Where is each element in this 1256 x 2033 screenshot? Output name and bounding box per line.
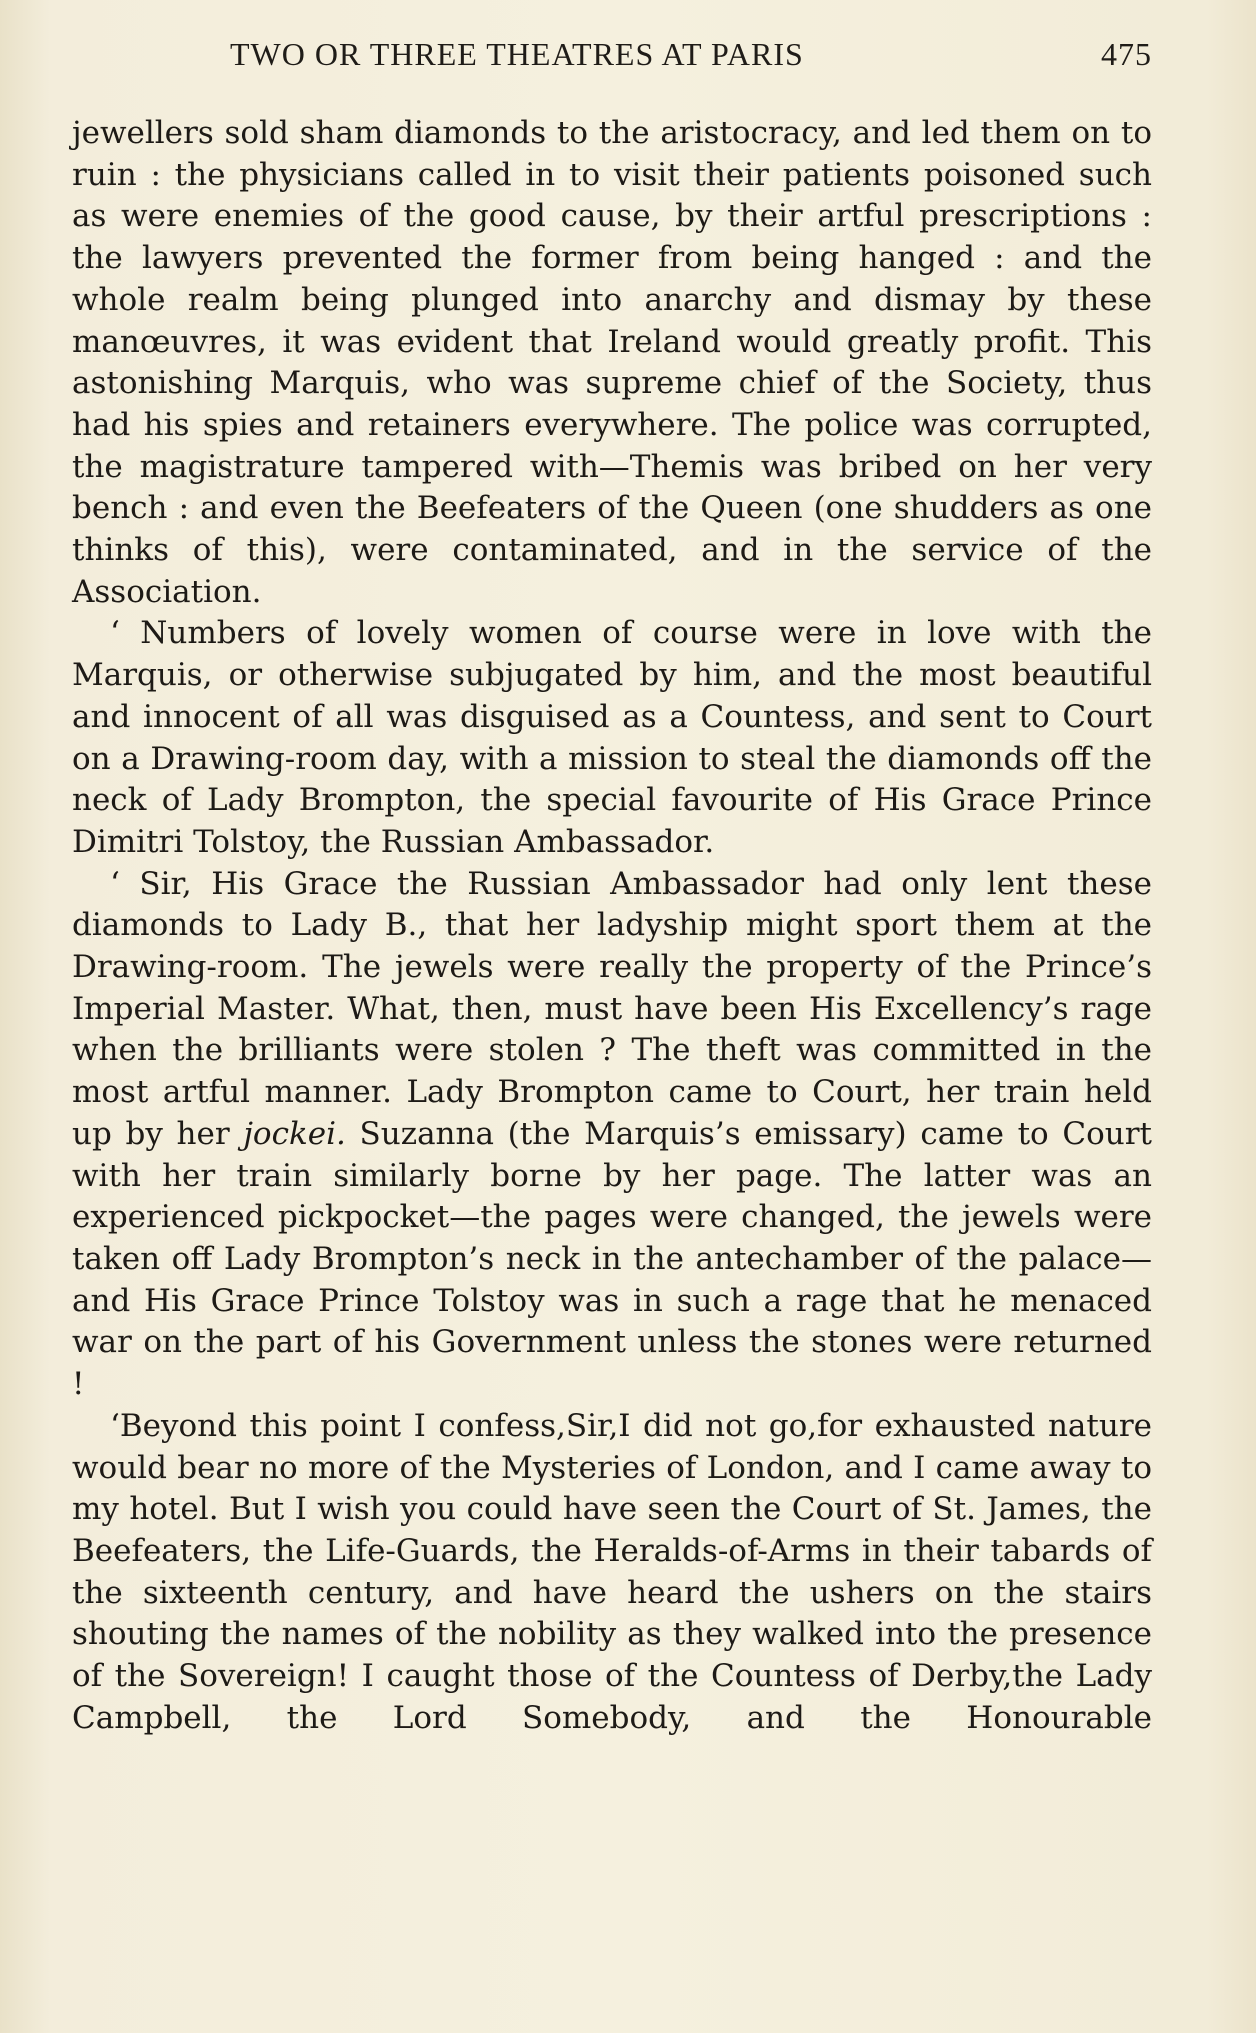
paragraph-3-part-1: ‘ Sir, His Grace the Russian Ambassador had only lent these diamonds to Lady B., that her ladyship might sport them at the Drawing-room. The jewels were really the property of the Prince’s Imperial Master. What, then, must have been His Excellency’s rage when the brilliants were stolen ? The theft was committed in the most artful manner. Lady Brompton came to Court, her train held up by her (72, 865, 1152, 1152)
running-header (72, 36, 1152, 82)
running-title: TWO OR THREE THEATRES AT PARIS (230, 36, 804, 72)
italic-word: jockei. (243, 1115, 346, 1152)
paragraph-3-part-2: Suzanna (the Marquis’s emissary) came to Court with her train similarly borne by her page. The latter was an experienced pickpocket—the pages were changed, the jewels were taken off Lady Brompton’s neck in the antechamber of the palace—and His Grace Prince Tolstoy was in such a rage that he menaced war on the part of his Government unless the stones were returned ! (72, 1115, 1152, 1403)
paragraph-2: ‘ Numbers of lovely women of course were in love with the Marquis, or otherwise subjugated by him, and the most beautiful and innocent of all was disguised as a Countess, and sent to Court on a Drawing-room day, with a mission to steal the diamonds off the neck of Lady Brompton, the special favourite of His Grace Prince Dimitri Tolstoy, the Russian Ambassador. (72, 615, 1152, 860)
paragraph-3 (72, 864, 1152, 1406)
body-text (72, 113, 1152, 1739)
page-number: 475 (1101, 36, 1152, 72)
paragraph-1: jewellers sold sham diamonds to the aristocracy, and led them on to ruin : the physicians called in to visit their patients poisoned such as were enemies of the good cause, by their artful prescriptions : the lawyers prevented the former from being hanged : and the whole realm being plunged into anarchy and dismay by these manœuvres, it was evident that Ireland would greatly profit. This astonishing Marquis, who was supreme chief of the Society, thus had his spies and retainers everywhere. The police was corrupted, the magistrature tampered with—Themis was bribed on her very bench : and even the Beefeaters of the Queen (one shudders as one thinks of this), were contaminated, and in the service of the Association. (72, 115, 1152, 610)
paragraph-4: ‘Beyond this point I confess,Sir,I did not go,for exhausted nature would bear no more of the Mysteries of London, and I came away to my hotel. But I wish you could have seen the Court of St. James, the Beefeaters, the Life-Guards, the Heralds-of-Arms in their tabards of the sixteenth century, and have heard the ushers on the stairs shouting the names of the nobility as they walked into the presence of the Sovereign! I caught those of the Countess of Derby,the Lady Campbell, the Lord Somebody, and the Honourable (72, 1407, 1152, 1736)
